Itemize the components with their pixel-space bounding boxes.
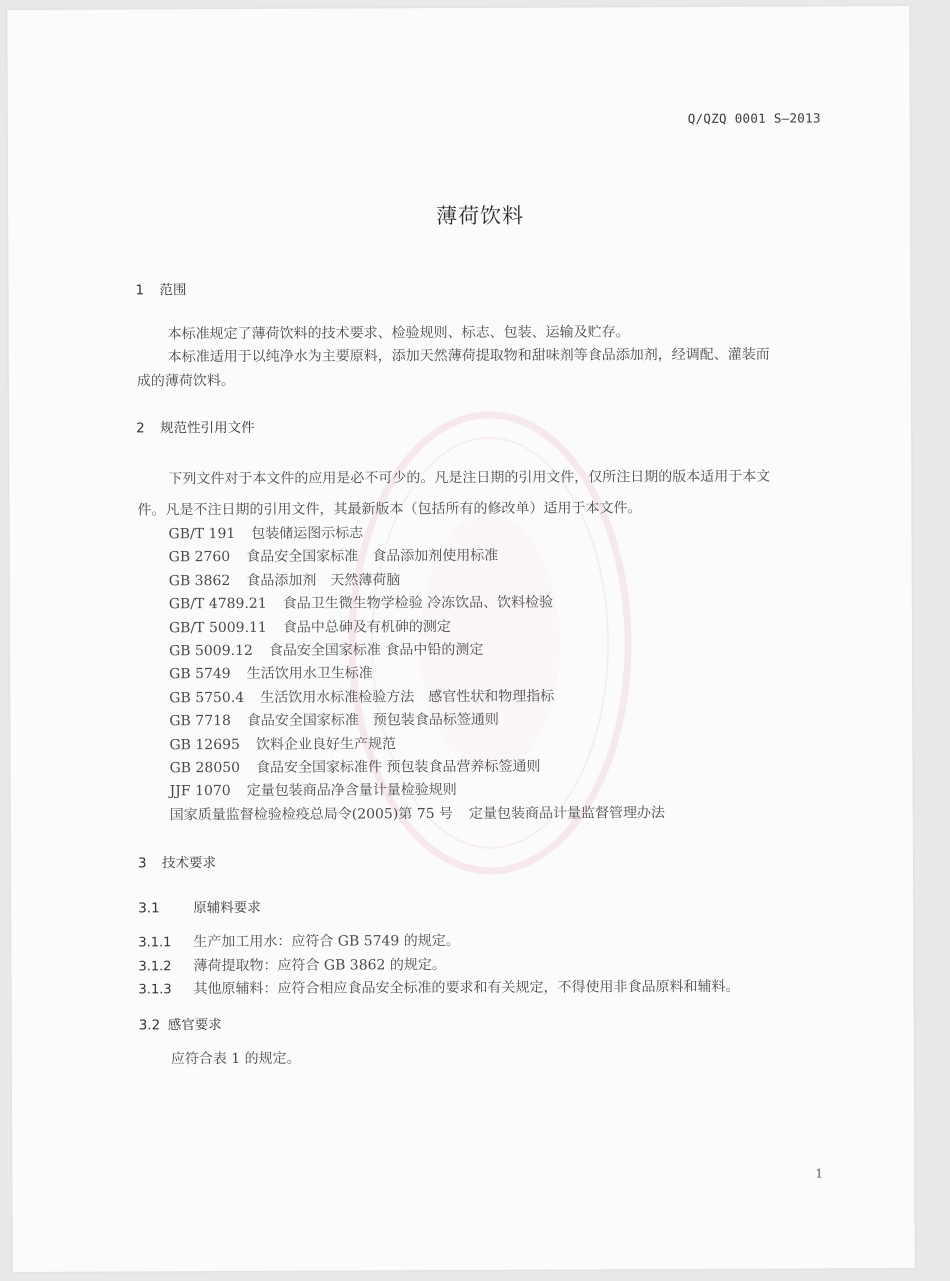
reference-item — [169, 639, 483, 660]
document-id: Q/QZQ 0001 S—2013 — [687, 110, 821, 127]
subsection-number: 3.2 — [138, 1017, 161, 1034]
reference-item — [168, 522, 363, 543]
reference-item — [169, 616, 451, 637]
paragraph: 下列文件对于本文件的应用是必不可少的。凡是注日期的引用文件，仅所注日期的版本适用于本文 — [168, 468, 771, 488]
reference-item — [169, 663, 373, 684]
reference-title: 食品安全国家标准 食品添加剂使用标准 — [246, 548, 499, 566]
section-title: 规范性引用文件 — [160, 419, 255, 437]
reference-code: JJF 1070 — [169, 783, 231, 800]
section-2-heading — [136, 416, 255, 437]
section-3-heading — [138, 851, 216, 871]
reference-title: 生活饮用水标准检验方法 感官性状和物理指标 — [260, 688, 555, 706]
section-number: 1 — [135, 282, 145, 299]
paragraph-continuation: 件。凡是不注日期的引用文件，其最新版本（包括所有的修改单）适用于本文件。 — [137, 500, 642, 519]
section-number: 2 — [136, 420, 145, 437]
requirement-text: 其他原辅料：应符合相应食品安全标准的要求和有关规定，不得使用非食品原料和辅料。 — [193, 978, 740, 998]
reference-title: 饮料企业良好生产规范 — [255, 735, 396, 753]
reference-item — [170, 802, 665, 824]
document-page — [7, 6, 914, 1272]
reference-title: 生活饮用水卫生标准 — [246, 665, 373, 683]
paragraph-continuation: 成的薄荷饮料。 — [136, 372, 235, 390]
requirement-item — [138, 954, 446, 975]
requirement-item — [138, 976, 739, 999]
reference-code: GB 5749 — [169, 666, 231, 683]
subsection-title: 感官要求 — [167, 1017, 222, 1034]
paragraph: 本标准适用于以纯净水为主要原料，添加天然薄荷提取物和甜味剂等食品添加剂，经调配、灌装而 — [167, 346, 770, 366]
reference-code: GB 5750.4 — [169, 689, 245, 707]
reference-code: GB 12695 — [169, 736, 240, 753]
reference-code: GB/T 5009.11 — [168, 619, 267, 636]
paragraph: 应符合表 1 的规定。 — [170, 1050, 301, 1068]
reference-item — [169, 733, 396, 754]
reference-item — [169, 592, 553, 614]
requirement-number: 3.1.3 — [138, 982, 172, 998]
reference-title: 定量包装商品计量监督管理办法 — [469, 804, 666, 822]
reference-code: GB 2760 — [168, 549, 231, 566]
requirement-item — [138, 930, 460, 951]
subsection-3-1-heading — [138, 896, 261, 917]
reference-title: 食品中总砷及有机砷的测定 — [282, 618, 451, 636]
section-number: 3 — [137, 855, 147, 872]
reference-title: 定量包装商品净含量计量检验规则 — [246, 782, 457, 800]
reference-title: 食品安全国家标准件 预包装食品营养标签通则 — [255, 758, 541, 776]
section-1-heading — [135, 278, 186, 298]
subsection-title: 原辅料要求 — [193, 899, 261, 917]
subsection-3-2-heading — [139, 1013, 222, 1033]
reference-title: 食品卫生微生物学检验 冷冻饮品、饮料检验 — [282, 594, 554, 612]
paragraph: 本标准规定了薄荷饮料的技术要求、检验规则、标志、包装、运输及贮存。 — [167, 324, 630, 343]
reference-code: 国家质量监督检验检疫总局令(2005)第 75 号 — [169, 805, 454, 824]
requirement-number: 3.1.2 — [138, 958, 172, 974]
reference-title: 包装储运图示标志 — [251, 525, 364, 542]
reference-code: GB/T 4789.21 — [168, 596, 267, 613]
page-number: 1 — [815, 1166, 824, 1181]
reference-code: GB/T 191 — [168, 525, 236, 543]
reference-title: 食品安全国家标准 食品中铅的测定 — [268, 641, 484, 659]
reference-code: GB 3862 — [168, 572, 231, 590]
reference-title: 食品添加剂 天然薄荷脑 — [246, 572, 401, 589]
section-title: 范围 — [159, 282, 187, 299]
reference-code: GB 5009.12 — [169, 642, 253, 660]
reference-item — [169, 709, 499, 730]
reference-title: 食品安全国家标准 预包装食品标签通则 — [246, 712, 499, 730]
requirement-number: 3.1.1 — [138, 935, 172, 951]
section-title: 技术要求 — [161, 855, 217, 872]
subsection-number: 3.1 — [138, 900, 160, 917]
reference-item — [169, 685, 554, 707]
requirement-text: 薄荷提取物：应符合 GB 3862 的规定。 — [193, 956, 446, 974]
reference-item — [170, 756, 541, 778]
reference-item — [169, 569, 401, 590]
requirement-text: 生产加工用水：应符合 GB 5749 的规定。 — [193, 933, 460, 951]
reference-item — [170, 779, 457, 800]
reference-code: GB 7718 — [169, 713, 231, 730]
document-title: 薄荷饮料 — [436, 203, 525, 229]
reference-code: GB 28050 — [169, 759, 241, 777]
reference-item — [169, 545, 499, 566]
